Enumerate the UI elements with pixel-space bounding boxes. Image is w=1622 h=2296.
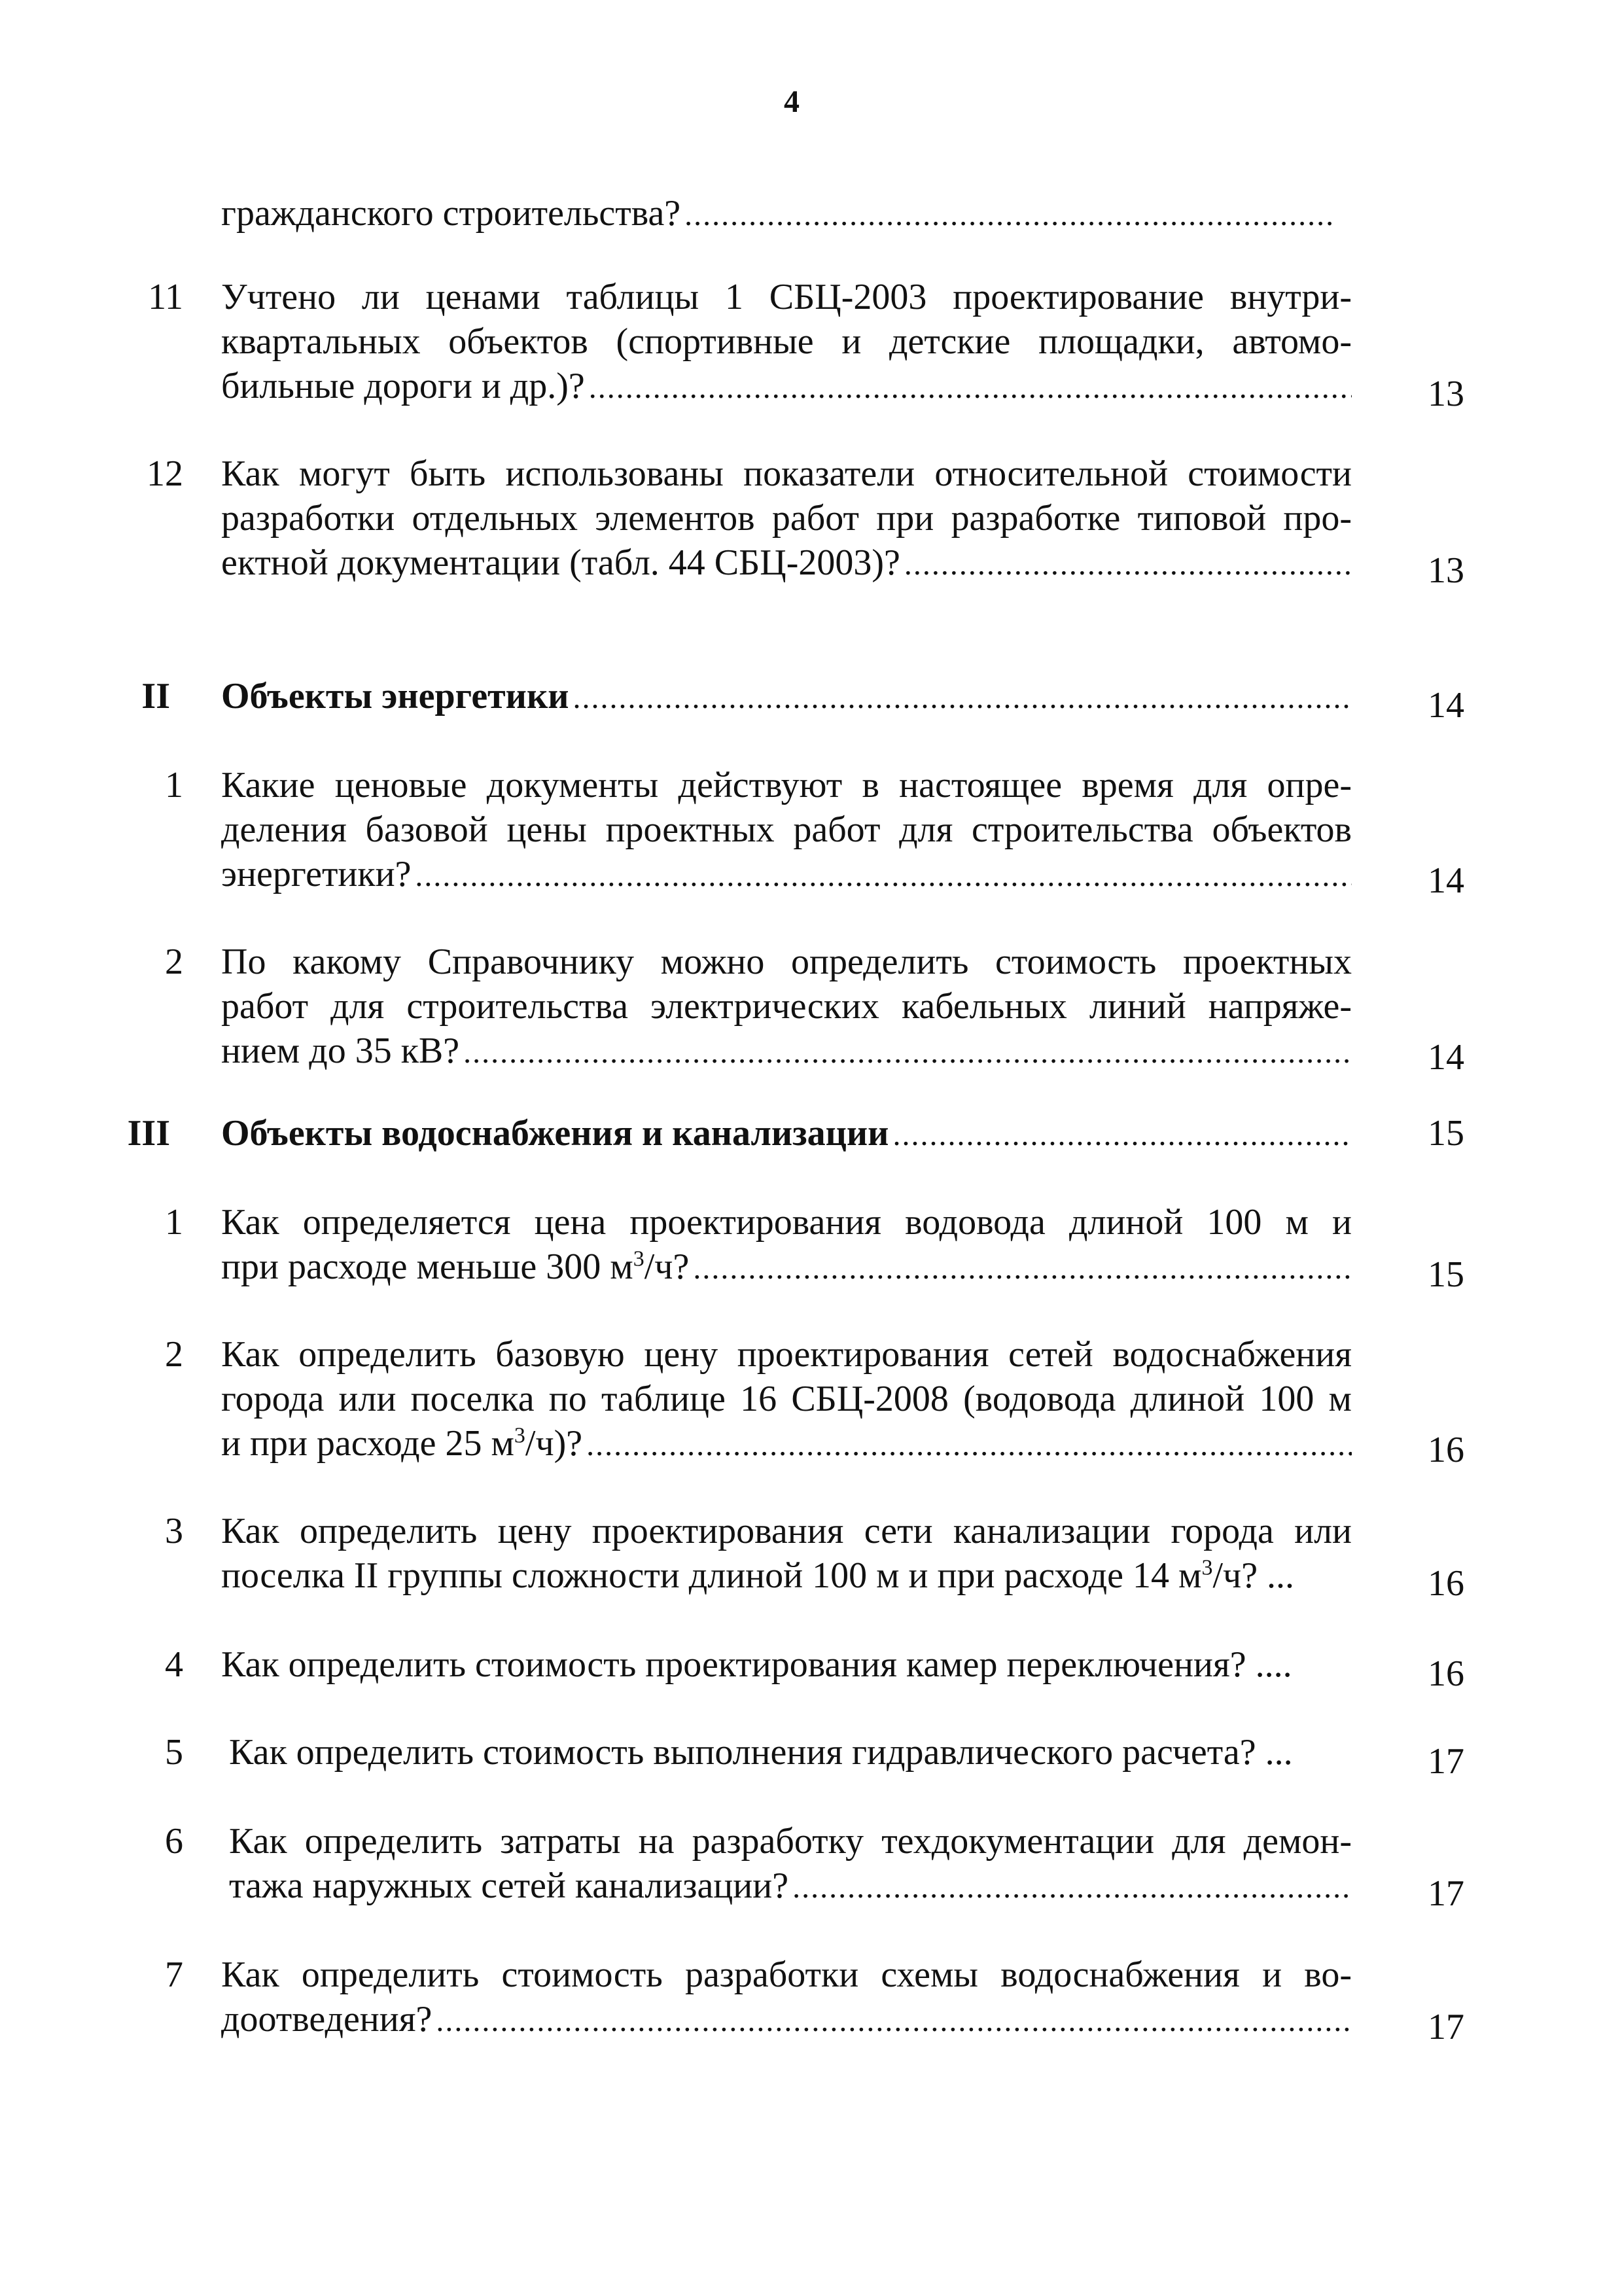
toc-entry-page: 17	[1428, 1741, 1464, 1782]
toc-entry-line: Учтено ли ценами таблицы 1 СБЦ-2003 проектирование внутри-	[221, 277, 1352, 317]
toc-entry-text-last: ектной документации (табл. 44 СБЦ-2003)?	[221, 542, 900, 583]
toc-entry-page: 14	[1428, 860, 1464, 901]
toc-entry-page: 14	[1428, 1037, 1464, 1078]
dot-leader	[463, 1031, 1352, 1075]
superscript: 3	[633, 1246, 644, 1271]
toc-entry-page: 15	[1428, 1254, 1464, 1295]
toc-entry-number: 1	[165, 1202, 183, 1243]
toc-entry-page: 13	[1428, 550, 1464, 591]
toc-entry-text-last	[221, 1421, 582, 1466]
toc-entry-text-last: Как определить стоимость выполнения гидравлического расчета? ...	[229, 1732, 1293, 1773]
toc-entry-line: Как могут быть использованы показатели относительной стоимости	[221, 453, 1352, 494]
toc-entry-text-last: бильные дороги и др.)?	[221, 366, 585, 406]
toc-entry-number: 3	[165, 1511, 183, 1551]
toc-entry-line: города или поселка по таблице 16 СБЦ-2008 (водовода длиной 100 м	[221, 1379, 1352, 1419]
toc-entry-page: 13	[1428, 374, 1464, 414]
toc-entry-page: 17	[1428, 1873, 1464, 1914]
toc-entry-text-last: энергетики?	[221, 854, 412, 894]
dot-leader	[586, 1423, 1352, 1468]
dot-leader	[589, 366, 1352, 410]
toc-entry-page: 15	[1428, 1113, 1464, 1154]
toc-section-title: Объекты водоснабжения и канализации	[221, 1113, 889, 1154]
toc-entry-text-part: поселка II группы сложности длиной 100 м и при расходе 14 м	[221, 1555, 1202, 1596]
toc-entry-text-part: при расходе меньше 300 м	[221, 1246, 633, 1287]
toc-entry-page: 16	[1428, 1430, 1464, 1470]
toc-entry-number: 5	[165, 1732, 183, 1773]
toc-section-title: Объекты энергетики	[221, 676, 569, 716]
toc-entry-number: 2	[165, 1334, 183, 1375]
toc-entry-line: деления базовой цены проектных работ для строительства объектов	[221, 809, 1352, 850]
toc-entry-line: разработки отдельных элементов работ при разработке типовой про-	[221, 498, 1352, 539]
toc-entry-number: 11	[148, 277, 183, 317]
dot-leader	[573, 676, 1352, 720]
toc-entry-page: 17	[1428, 2007, 1464, 2047]
dot-leader	[892, 1113, 1352, 1157]
toc-entry-number: 2	[165, 942, 183, 982]
toc-entry-line: Как определяется цена проектирования водовода длиной 100 м и	[221, 1202, 1352, 1243]
toc-entry-line: По какому Справочнику можно определить стоимость проектных	[221, 942, 1352, 982]
toc-entry-number: 12	[147, 453, 183, 494]
toc-entry-number: 6	[165, 1821, 183, 1862]
toc-entry-text-part: /ч?	[644, 1246, 690, 1287]
toc-entry-text-part: и при расходе 25 м	[221, 1423, 514, 1464]
toc-entry-page: 16	[1428, 1653, 1464, 1694]
superscript: 3	[514, 1423, 525, 1448]
page-number: 4	[784, 84, 800, 119]
toc-entry-text-part: /ч)?	[525, 1423, 583, 1464]
dot-leader	[684, 193, 1333, 238]
toc-entry-number: 7	[165, 1954, 183, 1995]
toc-entry-text-part: /ч? ...	[1212, 1555, 1295, 1596]
toc-entry-text-last	[221, 1245, 689, 1289]
toc-entry-text-last: Как определить стоимость проектирования камер переключения? ....	[221, 1644, 1292, 1685]
toc-entry-line: квартальных объектов (спортивные и детские площадки, автомо-	[221, 321, 1352, 362]
toc-section-number: III	[127, 1113, 170, 1154]
toc-entry-line: работ для строительства электрических кабельных линий напряже-	[221, 986, 1352, 1027]
dot-leader	[904, 542, 1352, 587]
superscript: 3	[1201, 1555, 1213, 1580]
toc-entry-page: 14	[1428, 685, 1464, 726]
dot-leader	[792, 1865, 1352, 1910]
toc-entry-number: 4	[165, 1644, 183, 1685]
toc-entry-line: Как определить стоимость разработки схемы водоснабжения и во-	[221, 1954, 1352, 1995]
toc-entry-text-last: гражданского строительства?	[221, 193, 681, 234]
dot-leader	[436, 1999, 1352, 2043]
toc-entry-page: 16	[1428, 1563, 1464, 1604]
toc-entry-text	[221, 191, 1333, 238]
toc-entry-line: Как определить цену проектирования сети канализации города или	[221, 1511, 1352, 1551]
dot-leader	[693, 1246, 1352, 1291]
toc-entry-line: Какие ценовые документы действуют в настоящее время для опре-	[221, 765, 1352, 805]
toc-entry-line: Как определить затраты на разработку техдокументации для демон-	[229, 1821, 1352, 1862]
toc-entry-text-last: нием до 35 кВ?	[221, 1031, 460, 1071]
toc-entry-text-last	[221, 1553, 1294, 1598]
toc-entry-line: Как определить базовую цену проектирования сетей водоснабжения	[221, 1334, 1352, 1375]
toc-entry-text-last: доотведения?	[221, 1999, 432, 2040]
toc-section-number: II	[141, 676, 170, 716]
toc-entry-text-last: тажа наружных сетей канализации?	[229, 1865, 789, 1906]
toc-entry-number: 1	[165, 765, 183, 805]
dot-leader	[415, 854, 1352, 898]
